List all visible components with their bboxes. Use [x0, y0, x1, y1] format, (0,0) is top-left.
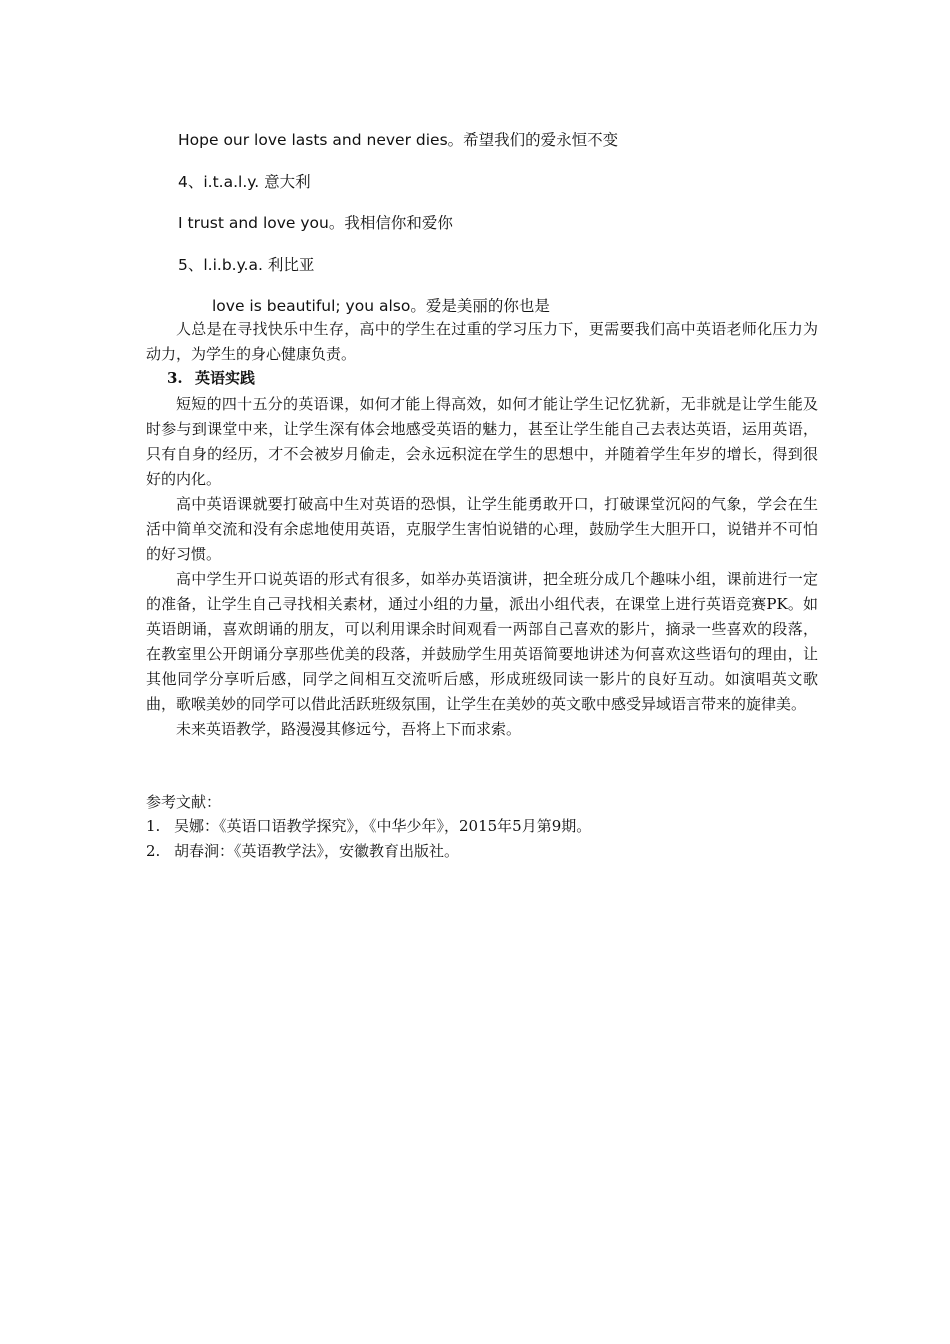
- paragraph-2: 高中英语课就要打破高中生对英语的恐惧，让学生能勇敢开口，打破课堂沉闷的气象，学会在生活中简单交流和没有余虑地使用英语，克服学生害怕说错的心理，鼓励学生大胆开口，说错并不可怕的好习惯。: [146, 495, 818, 563]
- reference-item-2: [146, 840, 459, 861]
- section-heading: [167, 367, 255, 388]
- paragraph-text: 人总是在寻找快乐中生存，高中的学生在过重的学习压力下，更需要我们高中英语老师化压力为动力，为学生的身心健康负责。: [146, 320, 818, 363]
- intro-line-5: love is beautiful; you also。爱是美丽的你也是: [212, 297, 550, 315]
- references-title: 参考文献：: [146, 793, 222, 811]
- section-title: 英语实践: [195, 369, 256, 387]
- reference-item-1: [146, 815, 591, 836]
- reference-text: 胡春涧：《英语教学法》，安徽教育出版社。: [174, 842, 460, 860]
- paragraph-before-heading: [146, 317, 818, 367]
- paragraph-3: 高中学生开口说英语的形式有很多，如举办英语演讲，把全班分成几个趣味小组，课前进行一定的准备，让学生自己寻找相关素材，通过小组的力量，派出小组代表，在课堂上进行英语竞赛PK。如英语朗诵，喜欢朗诵的朋友，可以利用课余时间观看一两部自己喜欢的影片，摘录一些喜欢的段落，在教室里公开朗诵分享那些优美的段落，并鼓励学生用英语简要地讲述为何喜欢这些语句的理由，让其他同学分享听后感，同学之间相互交流听后感，形成班级同读一影片的良好互动。如演唱英文歌曲，歌喉美妙的同学可以借此活跃班级氛围，让学生在美妙的英文歌中感受异域语言带来的旋律美。: [146, 570, 818, 713]
- intro-line-3: I trust and love you。我相信你和爱你: [178, 214, 453, 232]
- intro-line-2: 4、i.t.a.l.y. 意大利: [178, 173, 311, 191]
- paragraph-4: 未来英语教学，路漫漫其修远兮，吾将上下而求索。: [176, 720, 522, 738]
- section-number: 3.: [167, 369, 183, 387]
- intro-line-1: Hope our love lasts and never dies。希望我们的爱永恒不变: [178, 131, 619, 149]
- reference-number: 2.: [146, 842, 161, 860]
- section-body: [146, 392, 818, 742]
- paragraph-1: 短短的四十五分的英语课，如何才能上得高效，如何才能让学生记忆犹新，无非就是让学生能及时参与到课堂中来，让学生深有体会地感受英语的魅力，甚至让学生能自己去表达英语，运用英语，只有自身的经历，才不会被岁月偷走，会永远积淀在学生的思想中，并随着学生年岁的增长，得到很好的内化。: [146, 395, 818, 488]
- reference-text: 吴娜：《英语口语教学探究》，《中华少年》，2015年5月第9期。: [174, 817, 592, 835]
- reference-number: 1.: [146, 817, 161, 835]
- intro-line-4: 5、l.i.b.y.a. 利比亚: [178, 256, 315, 274]
